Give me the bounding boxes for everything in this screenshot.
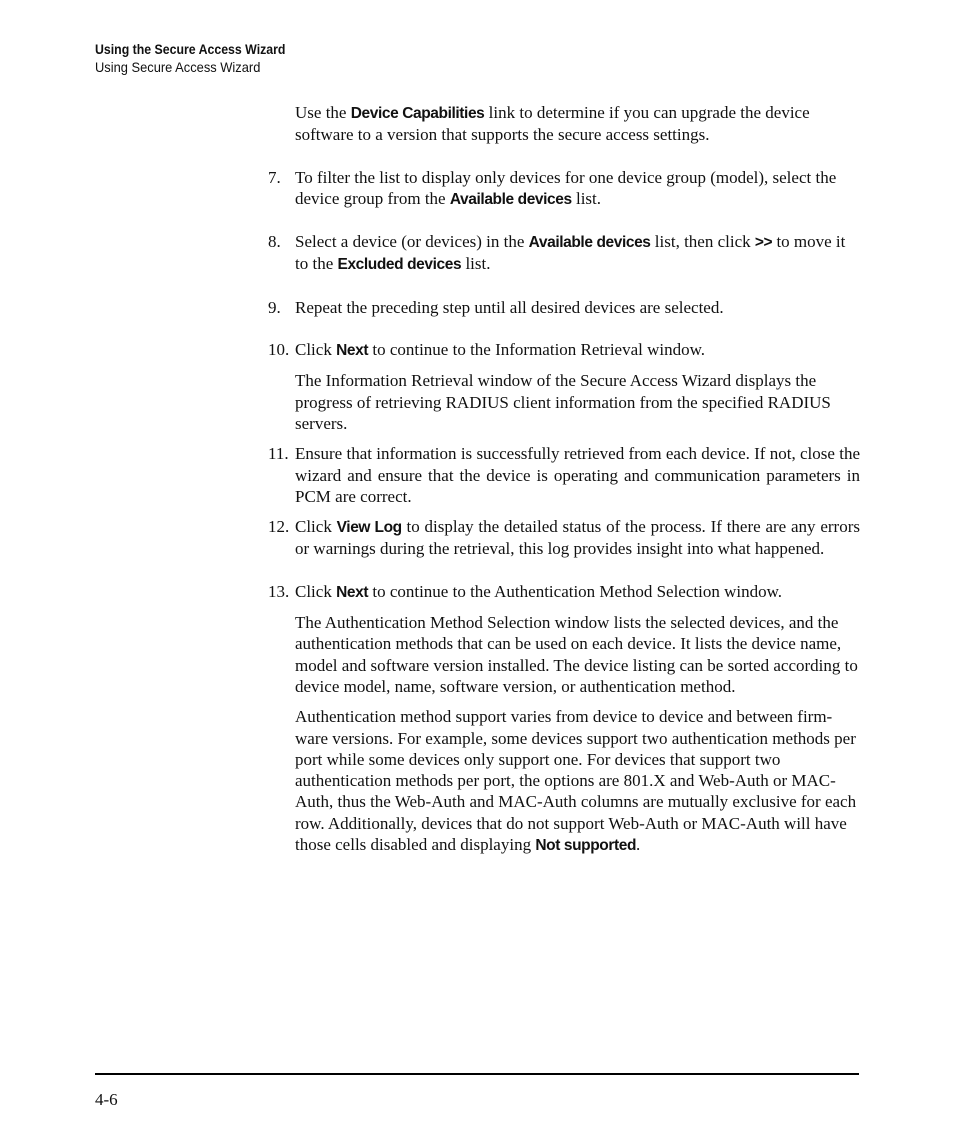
- running-header: [95, 40, 311, 76]
- step-9: [268, 297, 860, 318]
- intro-text: Use the: [295, 103, 351, 122]
- step-text: Select a device (or devices) in the Available devices list, then click >> to move it to the Excluded devices list.: [295, 232, 846, 274]
- step-text: Click View Log to display the detailed status of the process. If there are any errors or warnings during the retrieval, this log provides insight into what happened.: [295, 517, 860, 559]
- chapter-title: Using the Secure Access Wizard: [95, 41, 286, 57]
- view-log-button-label: View Log: [336, 519, 402, 537]
- step-13-support-note: Authentication method support varies from device to device and between firm-ware versions. For example, some devices support two authentication methods per port while some devices only support one. For devices that support two authentication methods per port, the options are 801.X and Web-Auth or MAC-Auth, thus the Web-Auth and MAC-Auth columns are mutually exclusive for each row. Additionally, devices that do not support Web-Auth or MAC-Auth will have those cells disabled and displaying Not supported.: [295, 707, 857, 855]
- step-number: 12.: [268, 517, 290, 537]
- step-12: [268, 516, 860, 560]
- step-text: To filter the list to display only devices for one device group (model), select the device group from the Available devices list.: [295, 167, 837, 208]
- step-number: 8.: [268, 232, 281, 252]
- section-title: Using Secure Access Wizard: [95, 59, 261, 75]
- step-number: 11.: [268, 444, 289, 464]
- step-10: [268, 339, 860, 361]
- step-number: 10.: [268, 340, 290, 360]
- step-text: Click Next to continue to the Information Retrieval window.: [295, 340, 706, 360]
- intro-paragraph: [295, 102, 860, 146]
- step-11: [268, 443, 860, 507]
- body-content: [268, 102, 860, 865]
- step-13: [268, 581, 860, 603]
- step-text: Repeat the preceding step until all desired devices are selected.: [295, 297, 724, 317]
- available-devices-label: Available devices: [449, 190, 572, 208]
- available-devices-label: Available devices: [528, 234, 651, 252]
- next-button-label: Next: [336, 342, 369, 360]
- device-capabilities-link-label: Device Capabilities: [350, 105, 485, 122]
- page-number: 4-6: [95, 1090, 118, 1109]
- next-button-label: Next: [336, 583, 369, 601]
- footer-rule: [95, 1073, 859, 1075]
- step-13-detail: The Authentication Method Selection window lists the selected devices, and the authentication methods that can be used on each device. It lists the device name, model and software version installed. The device listing can be sorted according to device model, name, software version, or authentication method.: [295, 613, 858, 696]
- not-supported-label: Not supported: [535, 837, 637, 855]
- step-8: [268, 231, 860, 276]
- step-text: Ensure that information is successfully retrieved from each device. If not, close the wizard and ensure that the device is operating and communication parameters in PCM are correct.: [295, 444, 860, 506]
- excluded-devices-label: Excluded devices: [337, 256, 462, 274]
- step-number: 7.: [268, 167, 281, 187]
- step-text: Click Next to continue to the Authentication Method Selection window.: [295, 581, 783, 601]
- step-number: 9.: [268, 297, 281, 317]
- step-number: 13.: [268, 581, 290, 601]
- step-10-detail: The Information Retrieval window of the Secure Access Wizard displays the progress of retrieving RADIUS client information from the specified RADIUS servers.: [295, 371, 831, 433]
- intro-text: link to determine if you can upgrade the device software to a version that supports the secure access settings.: [295, 103, 810, 145]
- step-7: [268, 167, 860, 211]
- move-button-label: >>: [754, 234, 773, 252]
